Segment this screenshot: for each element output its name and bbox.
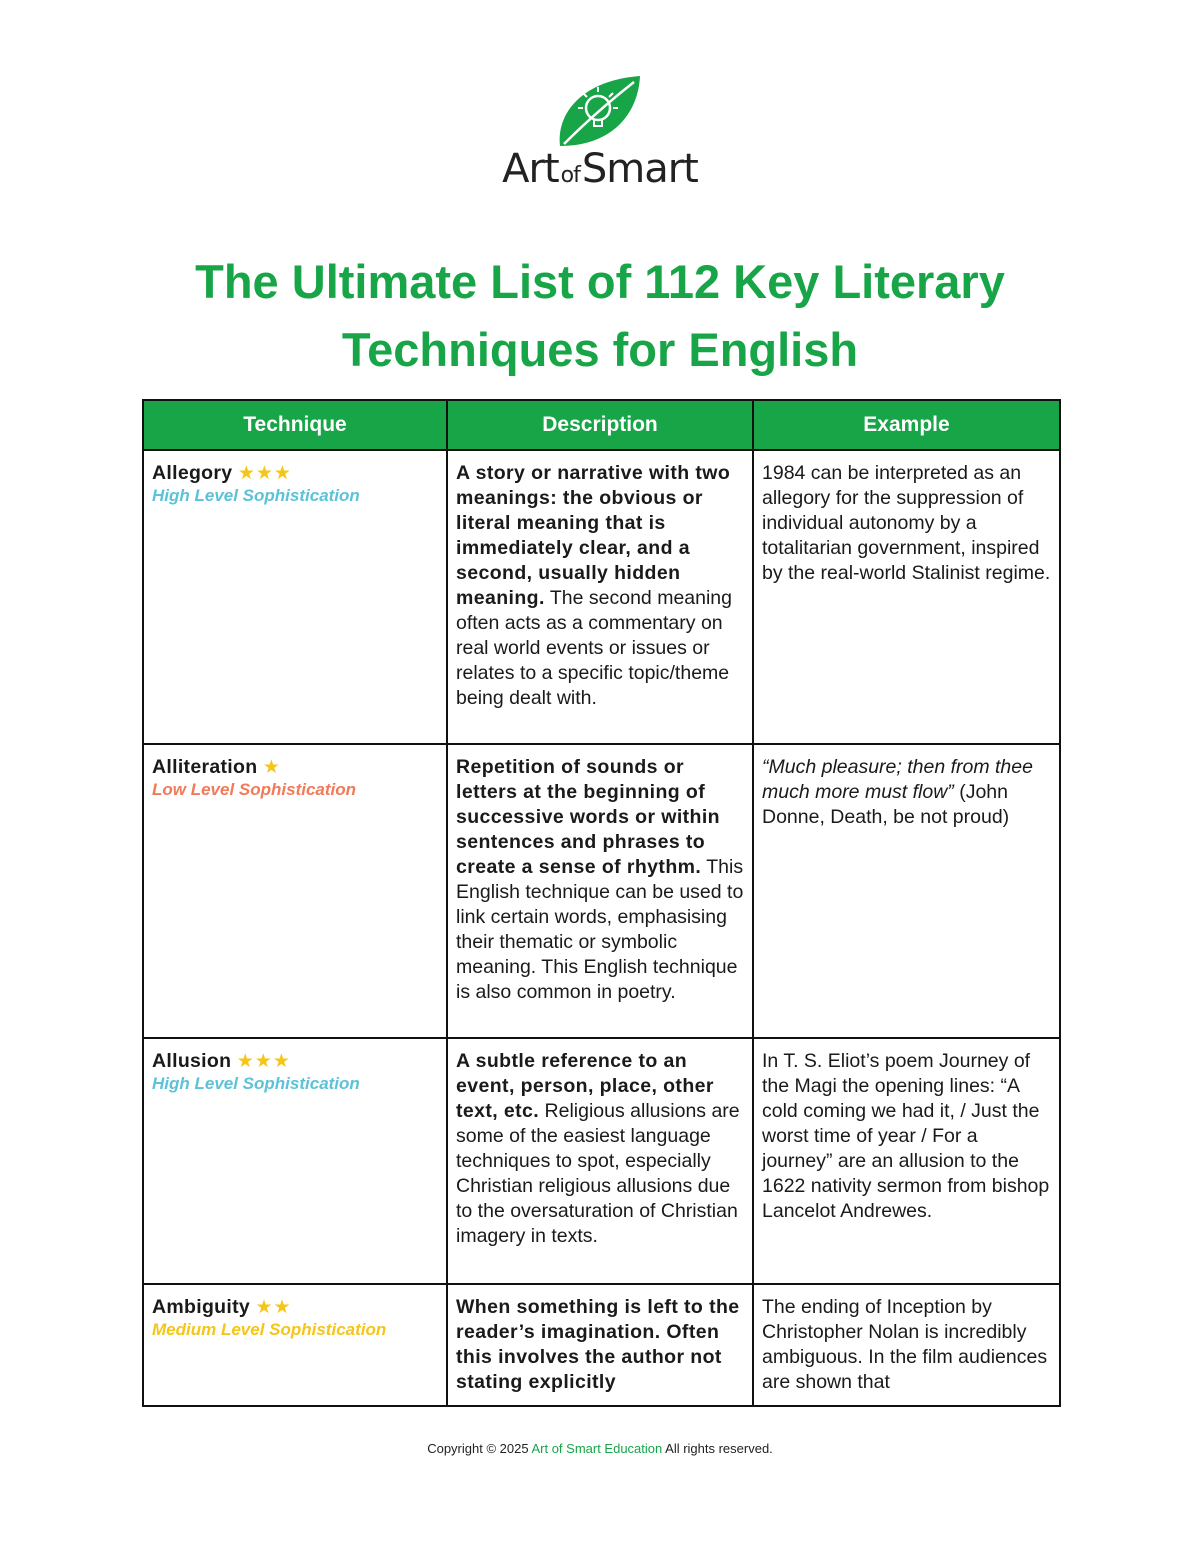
star-rating-icon: ★★★ <box>237 463 292 484</box>
table-row <box>143 1038 1060 1284</box>
logo <box>0 72 1200 192</box>
description-text: Religious allusions are some of the easiest language techniques to spot, especially Christian religious allusions due to the oversaturation of Christian imagery in texts. <box>456 1100 740 1247</box>
example-text: The ending of Inception by Christopher Nolan is incredibly ambiguous. In the film audiences are shown that <box>762 1296 1048 1393</box>
technique-name: Alliteration <box>152 756 258 778</box>
description-bold: Repetition of sounds or letters at the beginning of successive words or within sentences and phrases to create a sense of rhythm. <box>456 756 720 878</box>
description-text: This English technique can be used to link certain words, emphasising their thematic or symbolic meaning. This English technique is also common in poetry. <box>456 856 744 1003</box>
table-row <box>143 744 1060 1038</box>
table-row <box>143 450 1060 744</box>
footer-rights: All rights reserved. <box>662 1441 773 1456</box>
technique-cell <box>143 450 447 744</box>
description-cell <box>447 1284 753 1406</box>
description-bold: When something is left to the reader’s imagination. Often this involves the author not stating explicitly <box>456 1296 740 1393</box>
example-text: 1984 can be interpreted as an allegory for the suppression of individual autonomy by a totalitarian government, inspired by the real-world Stalinist regime. <box>762 462 1051 584</box>
title-line-1: The Ultimate List of 112 Key Literary <box>195 255 1005 308</box>
page-title <box>0 248 1200 384</box>
description-text: The second meaning often acts as a commentary on real world events or issues or relates to a specific topic/theme being dealt with. <box>456 587 732 709</box>
description-bold: A story or narrative with two meanings: the obvious or literal meaning that is immediately clear, and a second, usually hidden meaning. <box>456 462 731 609</box>
example-quote: “Much pleasure; then from thee much more must flow” <box>762 756 1033 803</box>
description-bold: A subtle reference to an event, person, place, other text, etc. <box>456 1050 714 1122</box>
example-text: (John Donne, Death, be not proud) <box>762 781 1010 828</box>
footer-copyright: Copyright © 2025 <box>427 1441 532 1456</box>
star-rating-icon: ★★★ <box>236 1051 291 1072</box>
header-technique: Technique <box>143 400 447 450</box>
sophistication-level: Low Level Sophistication <box>152 780 357 799</box>
table-row <box>143 1284 1060 1406</box>
example-text: In T. S. Eliot’s poem Journey of the Magi the opening lines: “A cold coming we had it, / Just the worst time of year / For a journey” are an allusion to the 1622 nativity sermon from bishop Lancelot Andrewes. <box>762 1050 1050 1222</box>
sophistication-level: Medium Level Sophistication <box>152 1320 387 1339</box>
technique-name: Allusion <box>152 1050 232 1072</box>
sophistication-level: High Level Sophistication <box>152 486 360 505</box>
header-example: Example <box>753 400 1060 450</box>
star-rating-icon: ★★ <box>255 1297 292 1318</box>
sophistication-level: High Level Sophistication <box>152 1074 360 1093</box>
table-header-row <box>143 400 1060 450</box>
example-cell <box>753 450 1060 744</box>
footer-brand-link[interactable]: Art of Smart Education <box>531 1441 663 1456</box>
technique-cell <box>143 744 447 1038</box>
logo-wordmark: ArtofSmart <box>502 146 698 192</box>
leaf-icon <box>554 72 646 152</box>
footer <box>0 1441 1200 1456</box>
title-line-2: Techniques for English <box>341 323 859 376</box>
example-cell <box>753 1284 1060 1406</box>
technique-name: Ambiguity <box>152 1296 251 1318</box>
description-cell <box>447 1038 753 1284</box>
technique-name: Allegory <box>152 462 233 484</box>
star-rating-icon: ★ <box>262 757 281 778</box>
example-cell <box>753 1038 1060 1284</box>
technique-cell <box>143 1038 447 1284</box>
description-cell <box>447 450 753 744</box>
technique-cell <box>143 1284 447 1406</box>
description-cell <box>447 744 753 1038</box>
techniques-table <box>142 399 1061 1407</box>
header-description: Description <box>447 400 753 450</box>
example-cell <box>753 744 1060 1038</box>
